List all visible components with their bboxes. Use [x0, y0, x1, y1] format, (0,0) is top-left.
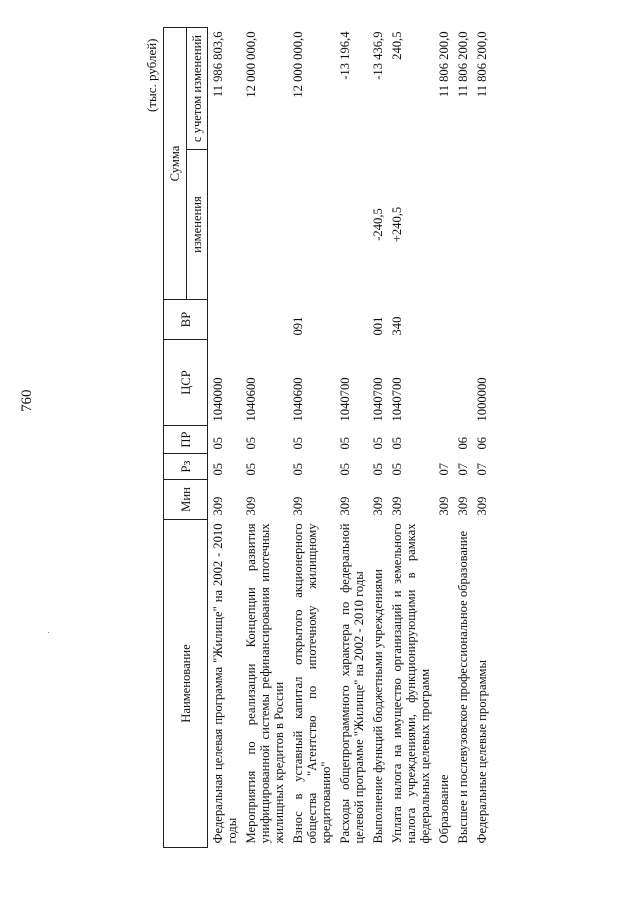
header-changes: изменения — [187, 150, 208, 300]
table-row — [387, 27, 434, 847]
cell-total: -13 196,4 — [338, 31, 352, 80]
cell-csr: 1040000 — [211, 377, 225, 422]
cell-vr — [472, 300, 491, 340]
cell-change — [288, 150, 335, 300]
cell-csr: 1040700 — [338, 377, 352, 422]
table-row — [368, 27, 387, 847]
cell-total: 11 806 200,0 — [437, 31, 451, 98]
cell-rz: 05 — [291, 462, 305, 476]
cell-min: 309 — [244, 496, 258, 516]
cell-pr: 05 — [291, 436, 305, 450]
cell-pr: 05 — [371, 436, 385, 450]
cell-pr: 05 — [390, 436, 404, 450]
cell-csr: 1040700 — [390, 377, 404, 422]
cell-vr — [335, 300, 368, 340]
cell-total: 240,5 — [390, 31, 404, 60]
cell-min: 309 — [437, 496, 451, 516]
header-rz: Рз — [164, 454, 208, 480]
cell-rz: 05 — [211, 462, 225, 476]
cell-rz: 07 — [437, 462, 451, 476]
cell-change: +240,5 — [390, 206, 404, 243]
cell-min: 309 — [456, 496, 470, 516]
cell-name: Выполнение функций бюджетными учреждениями — [371, 569, 385, 844]
cell-vr: 001 — [371, 316, 385, 336]
cell-rz: 05 — [371, 462, 385, 476]
cell-change — [335, 150, 368, 300]
cell-name: Высшее и послевузовское профессиональное образование — [456, 530, 470, 844]
budget-table — [163, 27, 491, 848]
cell-total: -13 436,9 — [371, 31, 385, 80]
header-csr: ЦСР — [164, 340, 208, 426]
cell-total: 11 806 200,0 — [475, 31, 489, 98]
cell-min: 309 — [371, 496, 385, 516]
cell-change — [453, 150, 472, 300]
cell-rz: 07 — [475, 462, 489, 476]
cell-total: 12 000 000,0 — [291, 31, 305, 98]
table-row — [288, 27, 335, 847]
table-row — [208, 27, 242, 847]
cell-total: 11 986 803,6 — [211, 31, 225, 98]
table-row — [472, 27, 491, 847]
cell-min: 309 — [211, 496, 225, 516]
header-pr: ПР — [164, 426, 208, 454]
cell-change — [434, 150, 453, 300]
cell-pr: 06 — [456, 436, 470, 450]
cell-change: -240,5 — [371, 208, 385, 241]
cell-total: 11 806 200,0 — [456, 31, 470, 98]
cell-csr: 1040600 — [244, 377, 258, 422]
cell-total: 12 000 000,0 — [244, 31, 258, 98]
cell-min: 309 — [390, 496, 404, 516]
table-row — [434, 27, 453, 847]
cell-vr: 091 — [291, 316, 305, 336]
cell-pr: 05 — [211, 436, 225, 450]
cell-csr — [434, 340, 453, 426]
cell-rz: 05 — [390, 462, 404, 476]
header-name: Наименование — [164, 520, 208, 848]
cell-csr: 1000000 — [475, 377, 489, 422]
cell-name: Образование — [437, 774, 451, 844]
cell-csr — [453, 340, 472, 426]
cell-rz: 07 — [456, 462, 470, 476]
header-sum: Сумма — [164, 27, 187, 299]
page-number: 760 — [19, 389, 35, 412]
table-body — [208, 27, 492, 847]
cell-min: 309 — [475, 496, 489, 516]
cell-pr: 05 — [338, 436, 352, 450]
header-with-changes: с учетом изменений — [187, 27, 208, 149]
header-vr: ВР — [164, 300, 208, 340]
cell-rz: 05 — [338, 462, 352, 476]
cell-vr — [241, 300, 288, 340]
cell-name: Федеральные целевые программы — [475, 660, 489, 844]
cell-name: Расходы общепрограммного характера по федеральной целевой программе "Жилище" на 2002 - 2010 годы — [338, 523, 366, 844]
cell-name: Взнос в уставный капитал открытого акционерного общества "Агентство по ипотечному жилищному кредитованию" — [291, 523, 333, 844]
cell-min: 309 — [338, 496, 352, 516]
cell-name: Уплата налога на имущество организаций и земельного налога учреждениями, функционирующими в рамках федеральных целевых программ — [390, 523, 432, 844]
table-row — [453, 27, 472, 847]
cell-name: Федеральная целевая программа "Жилище" на 2002 - 2010 годы — [211, 523, 239, 844]
rotated-table-sheet — [140, 28, 540, 848]
cell-min: 309 — [291, 496, 305, 516]
cell-csr: 1040700 — [371, 377, 385, 422]
cell-rz: 05 — [244, 462, 258, 476]
cell-change — [241, 150, 288, 300]
cell-csr: 1040600 — [291, 377, 305, 422]
header-min: Мин — [164, 480, 208, 520]
cell-pr — [434, 426, 453, 454]
cell-vr — [208, 300, 242, 340]
cell-vr — [434, 300, 453, 340]
cell-name: Мероприятия по реализации Концепции развития унифицированной системы рефинансирования ипотечных жилищных кредитов в России — [244, 523, 286, 844]
margin-mark — [48, 632, 49, 633]
cell-pr: 05 — [244, 436, 258, 450]
cell-change — [472, 150, 491, 300]
cell-pr: 06 — [475, 436, 489, 450]
cell-vr: 340 — [390, 316, 404, 336]
table-row — [241, 27, 288, 847]
cell-vr — [453, 300, 472, 340]
table-row — [335, 27, 368, 847]
cell-change — [208, 150, 242, 300]
units-label: (тыс. рублей) — [144, 38, 159, 112]
